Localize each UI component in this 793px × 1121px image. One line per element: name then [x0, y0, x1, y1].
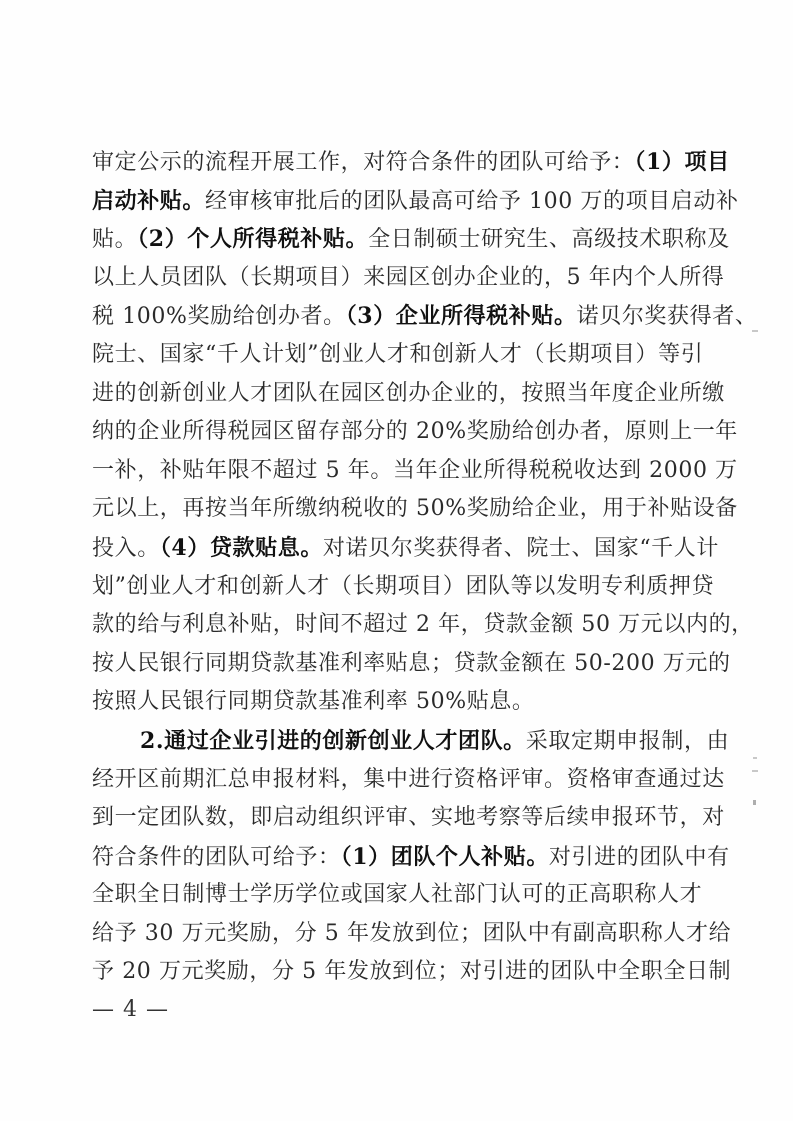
- bold-heading-segment: 2.通过企业引进的创新创业人才团队。: [140, 727, 526, 754]
- text-segment: 院士、国家“千人计划”创业人才和创新人才（长期项目）等引: [92, 341, 704, 367]
- text-segment: 给予 30 万元奖励，分 5 年发放到位；团队中有副高职称人才给: [92, 920, 732, 946]
- text-segment: 经审核审批后的团队最高可给予 100 万的项目启动补: [205, 188, 739, 214]
- scan-artifact: [752, 770, 758, 772]
- text-segment: 款的给与利息补贴，时间不超过 2 年，贷款金额 50 万元以内的，: [92, 612, 754, 638]
- text-segment: 以上人员团队（长期项目）来园区创办企业的，5 年内个人所得: [92, 264, 725, 290]
- text-line: [92, 336, 704, 375]
- text-line: [92, 182, 739, 221]
- text-segment: 元以上，再按当年所缴纳税收的 50%奖励给企业，用于补贴设备: [92, 496, 738, 522]
- text-segment: 划”创业人才和创新人才（长期项目）团队等以发明专利质押贷: [92, 573, 715, 599]
- text-line: [92, 606, 754, 645]
- text-segment: 税 100%奖励给创办者。: [92, 304, 346, 330]
- text-segment: 一补，补贴年限不超过 5 年。当年企业所得税税收达到 2000 万: [92, 457, 738, 483]
- text-line: [92, 799, 725, 838]
- text-line: [92, 683, 694, 722]
- text-segment: 对引进的团队中有: [548, 844, 730, 870]
- text-segment: 符合条件的团队可给予：: [92, 844, 341, 870]
- scan-artifact: [753, 757, 757, 759]
- text-segment: 投入。: [92, 535, 160, 561]
- text-line: [92, 490, 738, 529]
- bold-heading-segment: （1）项目: [634, 149, 730, 175]
- text-segment: 按人民银行同期贷款基准利率贴息；贷款金额在 50-200 万元的: [92, 650, 731, 676]
- bold-heading-segment: （3）企业所得税补贴。: [345, 303, 577, 330]
- text-line: [92, 838, 730, 877]
- bold-heading-segment: （4）贷款贴息。: [159, 534, 323, 561]
- bold-heading-segment: （1）团队个人补贴。: [340, 843, 549, 870]
- text-segment: 全职全日制博士学历学位或国家人社部门认可的正高职称人才: [92, 882, 703, 908]
- text-line: [92, 876, 703, 915]
- bold-heading-segment: （2）个人所得税补贴。: [137, 226, 369, 253]
- text-line: [92, 413, 738, 452]
- text-line: [92, 645, 731, 684]
- text-line: [92, 375, 725, 414]
- scan-artifact: [752, 330, 758, 332]
- body-text: [92, 143, 758, 992]
- text-segment: 全日制硕士研究生、高级技术职称及: [368, 227, 730, 253]
- text-line: [92, 259, 725, 298]
- text-line: [92, 761, 725, 800]
- text-segment: 进的创新创业人才团队在园区创办企业的，按照当年度企业所缴: [92, 380, 725, 406]
- text-line: [92, 143, 730, 182]
- text-line: [92, 220, 730, 259]
- text-segment: 按照人民银行同期贷款基准利率 50%贴息。: [92, 689, 535, 715]
- text-line: [92, 953, 732, 992]
- text-line: [92, 529, 719, 568]
- text-segment: 审定公示的流程开展工作，对符合条件的团队可给予：: [92, 150, 635, 175]
- scan-artifact: [753, 800, 756, 805]
- text-segment: 予 20 万元奖励，分 5 年发放到位；对引进的团队中全职全日制: [92, 959, 732, 985]
- text-segment: 到一定团队数，即启动组织评审、实地考察等后续申报环节，对: [92, 805, 725, 831]
- text-line: [92, 297, 758, 336]
- text-segment: 纳的企业所得税园区留存部分的 20%奖励给创办者，原则上一年: [92, 419, 738, 445]
- text-line: [92, 568, 715, 607]
- text-segment: 经开区前期汇总申报材料，集中进行资格评审。资格审查通过达: [92, 766, 725, 792]
- text-segment: 对诺贝尔奖获得者、院士、国家“千人计: [322, 535, 719, 561]
- page-number: — 4 —: [92, 997, 169, 1022]
- text-line: [92, 915, 732, 954]
- bold-heading-segment: 启动补贴。: [92, 187, 206, 214]
- text-line: [92, 452, 738, 491]
- text-segment: 诺贝尔奖获得者、: [576, 304, 758, 330]
- text-line: [92, 722, 730, 761]
- text-segment: 采取定期申报制，由: [525, 728, 730, 754]
- text-segment: 贴。: [92, 227, 138, 253]
